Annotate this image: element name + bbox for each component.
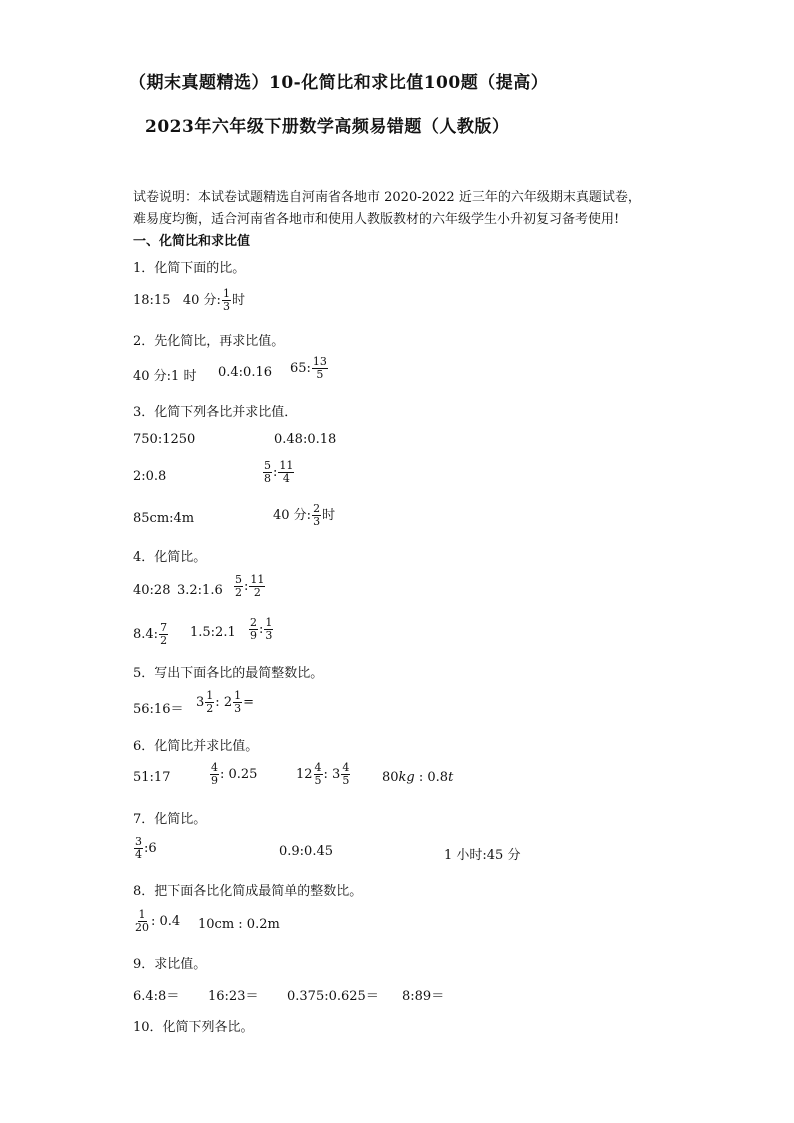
q4-item-d: 8.4: $\frac{7}{2}$ <box>133 621 168 647</box>
intro-line-2: 难易度均衡，适合河南省各地市和使用人教版教材的六年级学生小升初复习备考使用! <box>133 212 620 227</box>
q6-item-d: 80kg : 0.8t <box>382 770 454 785</box>
q4-item-f: $\frac{2}{9}$ : $\frac{1}{3}$ <box>250 616 273 642</box>
q6-item-c: 12 $\frac{4}{5}$ : 3 $\frac{4}{5}$ <box>296 761 350 787</box>
question-6-stem: 6．化简比并求比值。 <box>133 739 259 754</box>
q1-item-b: 40 分: $\frac{1}{3}$ 时 <box>182 287 245 313</box>
q3-item-c: 2:0.8 <box>133 469 167 484</box>
page-subtitle: 2023年六年级下册数学高频易错题（人教版） <box>145 117 510 137</box>
question-7-stem: 7．化简比。 <box>133 812 207 827</box>
q2-item-c: 65: $\frac{13}{5}$ <box>290 355 327 381</box>
q9-item-d: 8:89＝ <box>402 989 445 1004</box>
q6-item-b: $\frac{4}{9}$ : 0.25 <box>211 761 258 787</box>
q9-item-c: 0.375:0.625＝ <box>287 989 379 1004</box>
q4-item-a: 40:28 <box>133 583 171 598</box>
q8-item-b: 10cm : 0.2m <box>198 917 280 932</box>
question-4-stem: 4．化简比。 <box>133 550 207 565</box>
question-8-stem: 8．把下面各比化简成最简单的整数比。 <box>133 884 363 899</box>
q3-item-d: $\frac{5}{8}$ : $\frac{11}{4}$ <box>264 459 294 485</box>
q8-item-a: $\frac{1}{20}$ : 0.4 <box>135 908 181 934</box>
question-9-stem: 9．求比值。 <box>133 957 207 972</box>
q4-item-e: 1.5:2.1 <box>190 625 236 640</box>
question-3-stem: 3．化简下列各比并求比值． <box>133 405 298 420</box>
q6-item-a: 51:17 <box>133 770 171 785</box>
q2-item-b: 0.4:0.16 <box>218 365 272 380</box>
question-10-stem: 10．化简下列各比。 <box>133 1020 254 1035</box>
question-1-items <box>133 288 245 313</box>
question-2-stem: 2．先化简比，再求比值。 <box>133 334 285 349</box>
q9-item-a: 6.4:8＝ <box>133 989 180 1004</box>
q7-item-a: $\frac{3}{4}$ :6 <box>135 835 157 861</box>
q1-item-a: 18:15 <box>133 293 171 308</box>
question-1-stem: 1．化简下面的比。 <box>133 261 246 276</box>
q3-item-f: 40 分: $\frac{2}{3}$ 时 <box>273 502 336 528</box>
q7-item-b: 0.9:0.45 <box>279 844 333 859</box>
question-5-stem: 5．写出下面各比的最简整数比。 <box>133 666 324 681</box>
q3-item-e: 85cm:4m <box>133 511 195 526</box>
section-heading: 一、化简比和求比值 <box>133 234 251 249</box>
q3-item-b: 0.48:0.18 <box>274 432 337 447</box>
q4-item-c: $\frac{5}{2}$ : $\frac{11}{2}$ <box>235 573 265 599</box>
q3-item-a: 750:1250 <box>133 432 196 447</box>
intro-line-1: 试卷说明：本试卷试题精选自河南省各地市 2020-2022 近三年的六年级期末真题试卷， <box>133 190 641 205</box>
q2-item-a: 40 分:1 时 <box>133 369 197 384</box>
q5-item-a: 56:16＝ <box>133 702 184 717</box>
q5-item-b: 3 $\frac{1}{2}$ : 2 $\frac{1}{3}$ = <box>196 689 254 715</box>
page-title: （期末真题精选）10-化简比和求比值100题（提高） <box>129 73 549 93</box>
q4-item-b: 3.2:1.6 <box>177 583 223 598</box>
q9-item-b: 16:23＝ <box>208 989 259 1004</box>
q7-item-c: 1 小时:45 分 <box>444 848 521 863</box>
